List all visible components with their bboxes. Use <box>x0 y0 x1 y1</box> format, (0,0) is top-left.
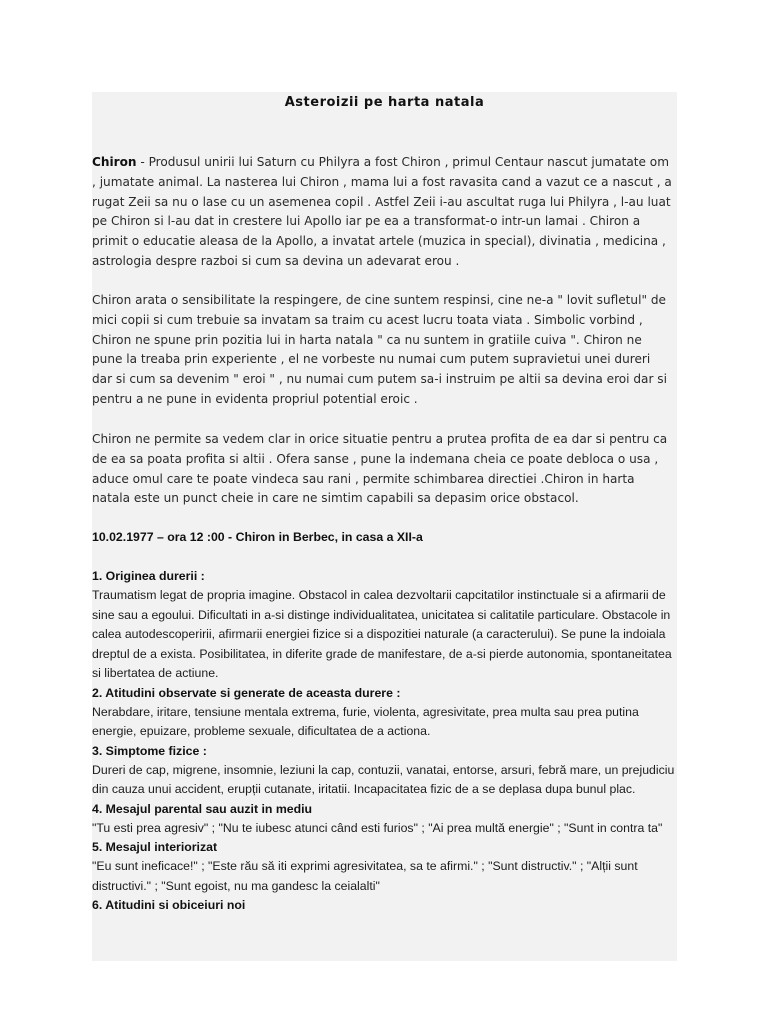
intro-text: - Produsul unirii lui Saturn cu Philyra a fost Chiron , primul Centaur nascut jumatate om , jumatate animal. La nasterea lui Chiron , mama lui a fost ravasita cand a vazut ce a nascut , a rugat Zeii sa nu o lase cu un asemenea copil . Astfel Zeii i-au ascultat ruga lui Philyra , l-au luat pe Chiron si l-au dat in crestere lui Apollo iar pe ea a transformat-o intr-un lamai . Chiron a primit o educatie aleasa de la Apollo, a invatat artele (muzica in special), divinatia , medicina , astrologia despre razboi si cum sa devina un adevarat erou . <box>92 155 672 268</box>
paragraph-opportunity: Chiron ne permite sa vedem clar in orice situatie pentru a prutea profita de ea dar si pentru ca de ea sa poata profita si altii . Ofera sanse , pune la indemana cheia ce poate debloca o usa , aduce omul care te poate vindeca sau rani , permite schimbarea directiei .Chiron in harta natala este un punct cheie in care ne simtim capabili sa depasim orice obstacol. <box>92 432 668 506</box>
document-title: Asteroizii pe harta natala <box>284 95 485 110</box>
document-page <box>92 92 677 961</box>
section-body: "Tu esti prea agresiv" ; "Nu te iubesc atunci când esti furios" ; "Ai prea multă energie" ; "Sunt in contra ta" <box>92 820 663 835</box>
case-text: - Chiron in Berbec, in casa a XII-a <box>224 530 423 544</box>
section-body: "Eu sunt ineficace!" ; "Este rău să iti exprimi agresivitatea, sa te afirmi." ; "Sunt distructiv." ; "Alții sunt distructivi." ; "Sunt egoist, nu ma gandesc la ceialalti" <box>92 859 638 893</box>
case-date: 10.02.1977 – ora 12 :00 <box>92 530 225 544</box>
section-heading: 1. Originea durerii : <box>92 569 205 583</box>
intro-paragraph <box>92 153 677 272</box>
case-heading <box>92 528 672 547</box>
section-heading: 6. Atitudini si obiceiuri noi <box>92 898 246 912</box>
section-heading: 5. Mesajul interiorizat <box>92 840 218 854</box>
section-body: Traumatism legat de propria imagine. Obstacol in calea dezvoltarii capcitatilor instinctuale si a afirmarii de sine sau a egoului. Dificultati in a-si distinge individualitatea, unicitatea si calitatile particulare. Obstacole in calea autodescoperirii, afirmarii energiei fizice si a dispozitiei naturale (a caracterului). Se pune la indoiala dreptul de a exista. Posibilitatea, in diferite grade de manifestare, de a-si pierde autonomia, spontaneitatea si libertatea de actiune. <box>92 588 672 680</box>
sections-list <box>92 567 677 915</box>
section-body: Dureri de cap, migrene, insomnie, leziuni la cap, contuzii, vanatai, entorse, arsuri, febră mare, un prejudiciu din cauza unui accident, erupții cutanate, iritatii. Incapacitatea fizic de a se deplasa dupa bunul plac. <box>92 762 675 796</box>
intro-term: Chiron <box>92 155 137 169</box>
paragraph-sensitivity: Chiron arata o sensibilitate la respingere, de cine suntem respinsi, cine ne-a " lovit sufletul" de mici copii si cum trebuie sa invatam sa traim cu acest lucru toata viata . Simbolic vorbind , Chiron ne spune prin pozitia lui in harta natala " ca nu suntem in gratiile cuiva ". Chiron ne pune la treaba prin experiente , el ne vorbeste nu numai cum putem supravietui unei dureri dar si cum sa devenim " eroi " , nu numai cum putem sa-i instruim pe altii sa devina eroi dar si pentru a ne pune in evidenta propriul potential eroic . <box>92 293 667 406</box>
section-heading: 4. Mesajul parental sau auzit in mediu <box>92 801 313 816</box>
section-body: Nerabdare, iritare, tensiune mentala extrema, furie, violenta, agresivitate, prea multa sau prea putina energie, epuizare, probleme sexuale, dificultatea de a actiona. <box>92 704 639 738</box>
section-heading: 3. Simptome fizice : <box>92 743 207 758</box>
section-heading: 2. Atitudini observate si generate de aceasta durere : <box>92 685 401 700</box>
